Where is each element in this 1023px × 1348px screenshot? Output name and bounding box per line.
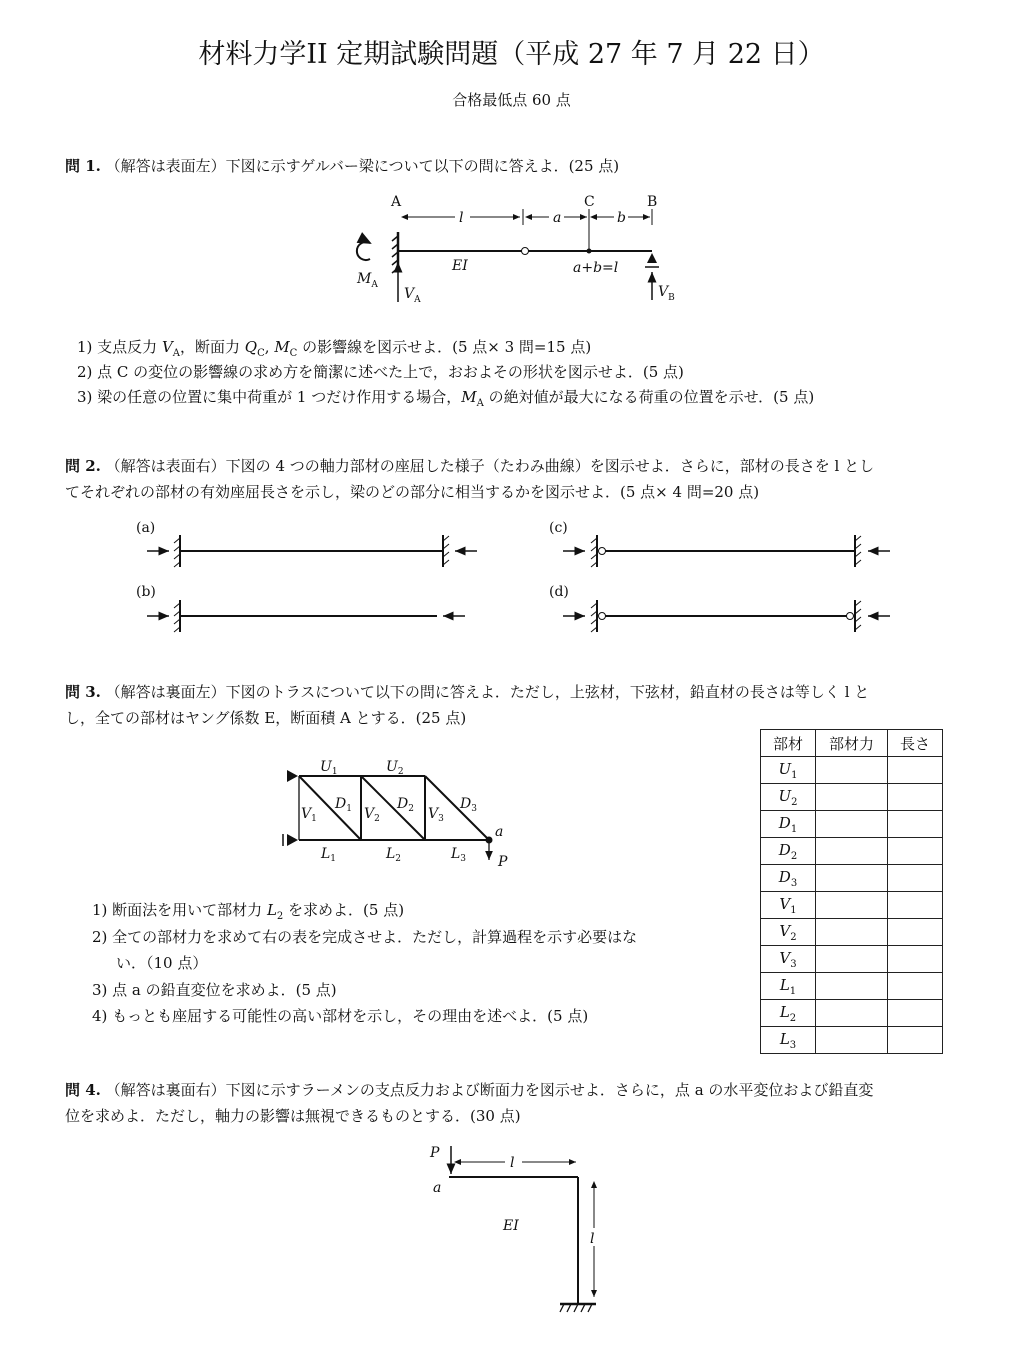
dim-l-horizontal: l: [510, 1155, 515, 1171]
q1-item-1: 1) 支点反力 $V_A$，断面力 $Q_C$, $M_C$ の影響線を図示せよ．(5 点× 3 問=15 点): [77, 338, 592, 359]
q1-item-2: 2) 点 C の変位の影響線の求め方を簡潔に述べた上で，おおよその形状を図示せよ．(5 点): [77, 363, 684, 381]
label-P: P: [430, 1145, 440, 1161]
q3-item-1: 1) 断面法を用いて部材力 $L_2$ を求めよ．(5 点): [92, 901, 405, 922]
q3-header: [65, 683, 869, 701]
label-VA: $V_A$: [404, 286, 421, 305]
answer-cell[interactable]: [888, 919, 943, 946]
table-row: $D_3$: [761, 865, 943, 892]
label-L2: $L_2$: [386, 846, 402, 864]
member-force-table: [760, 729, 943, 1054]
header-length: 長さ: [888, 730, 943, 757]
label-EI: EI: [452, 258, 468, 274]
q4-header: [65, 1081, 873, 1099]
label-VB: $V_B$: [658, 284, 675, 303]
answer-cell[interactable]: [888, 757, 943, 784]
roller-support-icon: [287, 834, 298, 846]
label-d: (d): [549, 584, 569, 600]
q3-number: 問 3.: [65, 683, 101, 701]
dim-l-vertical: l: [590, 1231, 595, 1247]
answer-cell[interactable]: [888, 892, 943, 919]
q3-item-2-cont: い．（10 点）: [116, 954, 208, 972]
answer-cell[interactable]: [888, 1027, 943, 1054]
header-force: 部材力: [816, 730, 888, 757]
answer-cell[interactable]: [816, 1027, 888, 1054]
label-b: (b): [136, 584, 156, 600]
table-row: $L_1$: [761, 973, 943, 1000]
q1-text: （解答は表面左）下図に示すゲルバー梁について以下の問に答えよ．(25 点): [105, 157, 620, 175]
label-a: a: [433, 1180, 442, 1196]
label-a: (a): [136, 520, 156, 536]
answer-cell[interactable]: [888, 973, 943, 1000]
answer-cell[interactable]: [816, 757, 888, 784]
header-member: 部材: [761, 730, 816, 757]
answer-cell[interactable]: [888, 865, 943, 892]
label-V1: $V_1$: [301, 806, 317, 824]
q1-number: 問 1.: [65, 157, 101, 175]
label-U1: $U_1$: [320, 759, 338, 777]
label-C: C: [584, 194, 595, 210]
table-row: $D_1$: [761, 811, 943, 838]
table-row: $D_2$: [761, 838, 943, 865]
table-row: $V_2$: [761, 919, 943, 946]
dim-a: a: [553, 210, 562, 226]
q2-text-line2: てそれぞれの部材の有効座屈長さを示し，梁のどの部分に相当するかを図示せよ．(5 点× 4 問=20 点): [65, 483, 760, 501]
q3-item-2: 2) 全ての部材力を求めて右の表を完成させよ．ただし，計算過程を示す必要はな: [92, 928, 638, 946]
q3-text-line1: （解答は裏面左）下図のトラスについて以下の問に答えよ．ただし，上弦材，下弦材，鉛直材の長さは等しく l と: [105, 683, 870, 701]
table-row: $V_1$: [761, 892, 943, 919]
q2-text-line1: （解答は表面右）下図の 4 つの軸力部材の座屈した様子（たわみ曲線）を図示せよ．さらに，部材の長さを l とし: [105, 457, 875, 475]
table-row: $L_3$: [761, 1027, 943, 1054]
label-c: (c): [549, 520, 568, 536]
q1-item-3: 3) 梁の任意の位置に集中荷重が 1 つだけ作用する場合，$M_A$ の絶対値が最大になる荷重の位置を示せ．(5 点): [77, 388, 815, 409]
answer-cell[interactable]: [816, 892, 888, 919]
q4-text-line1: （解答は裏面右）下図に示すラーメンの支点反力および断面力を図示せよ．さらに，点 a の水平変位および鉛直変: [105, 1081, 874, 1099]
answer-cell[interactable]: [816, 1000, 888, 1027]
label-P: P: [498, 854, 508, 870]
q2-header: [65, 457, 874, 475]
table-row: $U_2$: [761, 784, 943, 811]
q3-item-3: 3) 点 a の鉛直変位を求めよ．(5 点): [92, 981, 337, 999]
answer-cell[interactable]: [888, 784, 943, 811]
label-D2: $D_2$: [397, 796, 414, 814]
table-row: $L_2$: [761, 1000, 943, 1027]
answer-cell[interactable]: [816, 919, 888, 946]
label-EI: EI: [503, 1218, 519, 1234]
page-title: 材料力学II 定期試験問題（平成 27 年 7 月 22 日）: [198, 39, 825, 70]
q3-text-line2: し，全ての部材はヤング係数 E，断面積 A とする．(25 点): [65, 709, 467, 727]
label-V2: $V_2$: [364, 806, 380, 824]
answer-cell[interactable]: [888, 946, 943, 973]
buckling-figures: [136, 520, 890, 632]
label-a: a: [495, 824, 504, 840]
roller-support-icon: [647, 253, 657, 263]
answer-cell[interactable]: [816, 865, 888, 892]
pin-support-icon: [287, 770, 298, 782]
label-U2: $U_2$: [386, 759, 404, 777]
q2-number: 問 2.: [65, 457, 101, 475]
dim-l: l: [459, 210, 464, 226]
label-D1: $D_1$: [335, 796, 352, 814]
answer-cell[interactable]: [816, 784, 888, 811]
answer-cell[interactable]: [816, 946, 888, 973]
answer-cell[interactable]: [888, 838, 943, 865]
label-L3: $L_3$: [451, 846, 467, 864]
q4-number: 問 4.: [65, 1081, 101, 1099]
table-header-row: [761, 730, 943, 757]
answer-cell[interactable]: [888, 1000, 943, 1027]
q4-text-line2: 位を求めよ．ただし，軸力の影響は無視できるものとする．(30 点): [65, 1107, 521, 1125]
table-row: $V_3$: [761, 946, 943, 973]
frame-figure: [429, 1145, 596, 1312]
truss-figure: [283, 759, 508, 870]
gerber-beam-figure: [356, 194, 675, 305]
label-cond: a+b=l: [573, 260, 619, 276]
passing-score: 合格最低点 60 点: [452, 91, 571, 109]
answer-cell[interactable]: [816, 973, 888, 1000]
label-L1: $L_1$: [321, 846, 337, 864]
answer-cell[interactable]: [816, 811, 888, 838]
moment-arrow-icon: [357, 242, 370, 260]
label-A: A: [391, 194, 402, 210]
label-V3: $V_3$: [428, 806, 444, 824]
answer-cell[interactable]: [816, 838, 888, 865]
label-MA: $M_A$: [357, 271, 378, 290]
label-D3: $D_3$: [460, 796, 477, 814]
answer-cell[interactable]: [888, 811, 943, 838]
q3-item-4: 4) もっとも座屈する可能性の高い部材を示し，その理由を述べよ．(5 点): [92, 1007, 589, 1025]
hinge-icon: [522, 248, 529, 255]
table-row: $U_1$: [761, 757, 943, 784]
dim-b: b: [617, 210, 626, 226]
label-B: B: [647, 194, 658, 210]
